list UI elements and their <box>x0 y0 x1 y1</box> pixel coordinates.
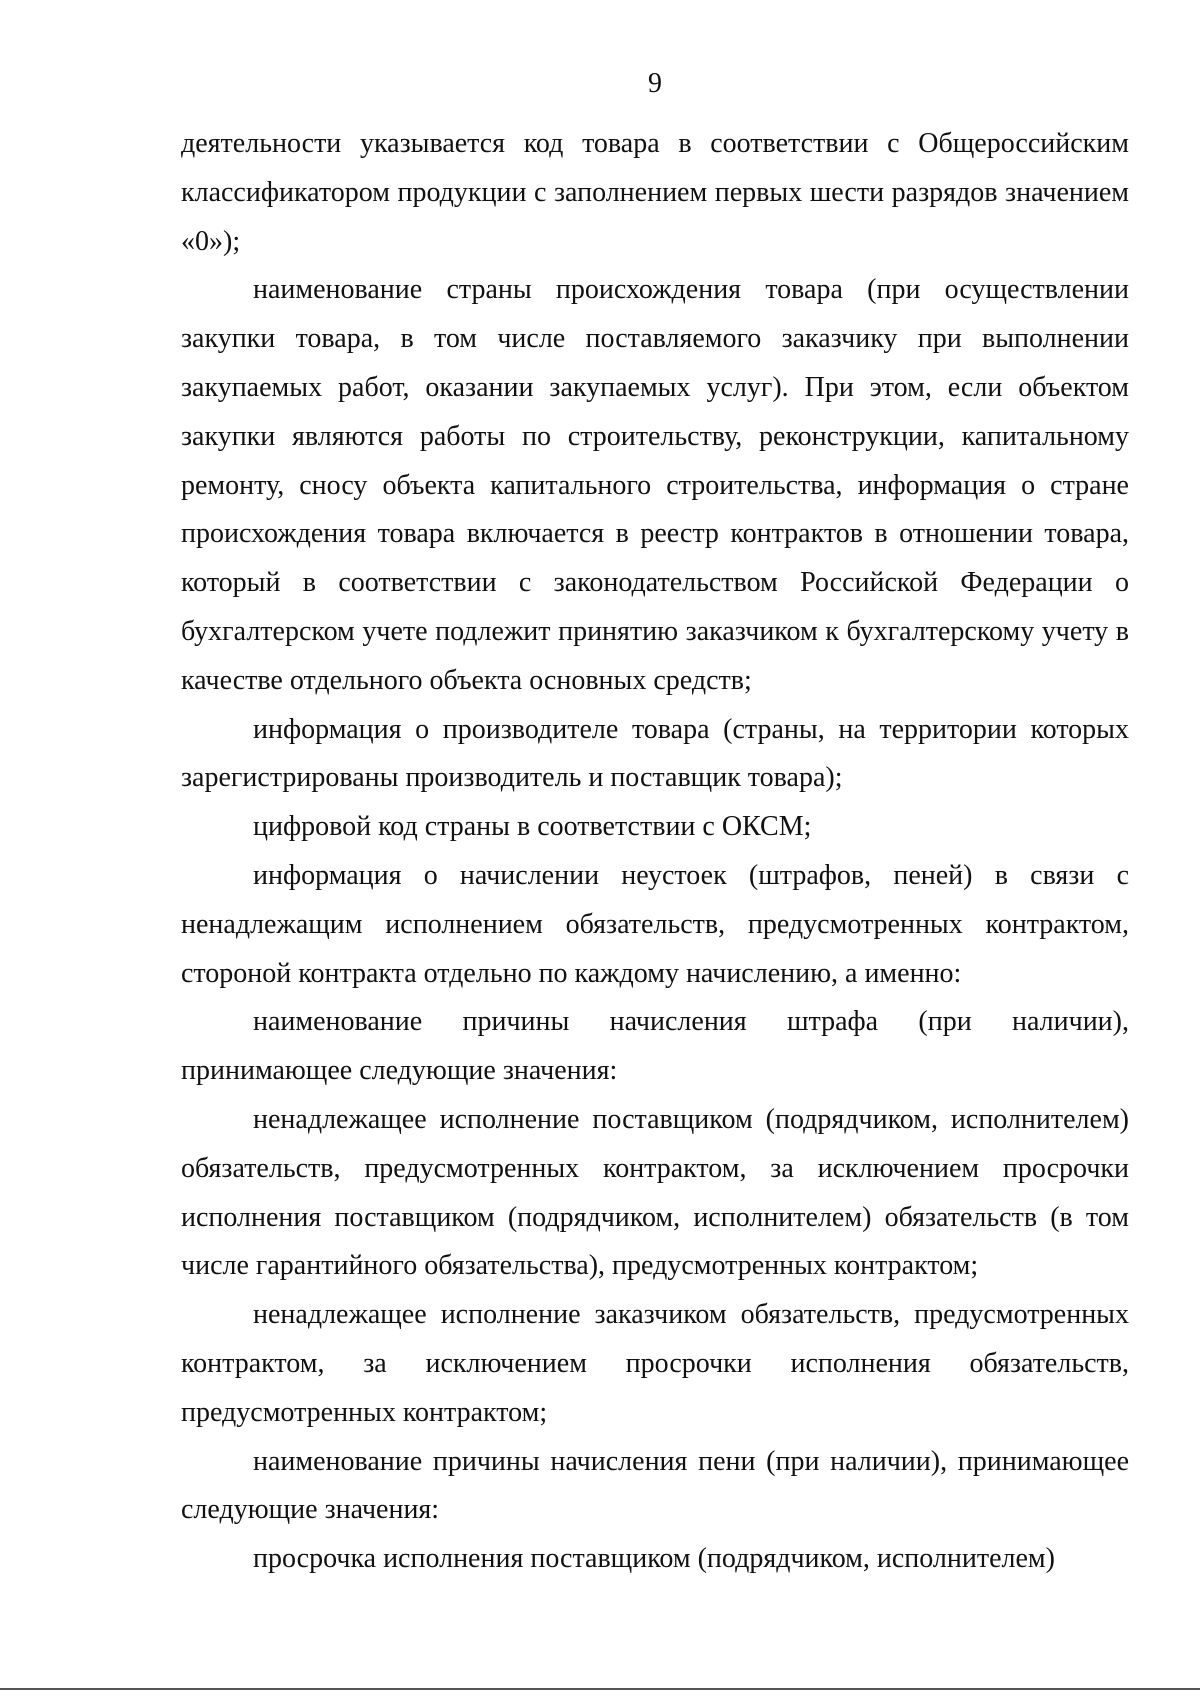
paragraph-10: просрочка исполнения поставщиком (подрядчиком, исполнителем) <box>253 1543 1055 1575</box>
paragraph-4: цифровой код страны в соответствии с ОКСМ; <box>253 811 812 843</box>
paragraph-3: информация о производителе товара (страны, на территории которых зарегистрированы производитель и поставщик товара); <box>181 713 1129 794</box>
paragraph-2: наименование страны происхождения товара (при осуществлении закупки товара, в том числе поставляемого заказчику при выполнении закупаемых работ, оказании закупаемых услуг). При этом, если объектом закупки являются работы по строительству, реконструкции, капитальному ремонту, сносу объекта капитального строительства, информация о стране происхождения товара включается в реестр контрактов в отношении товара, который в соответствии с законодательством Российской Федерации о бухгалтерском учете подлежит принятию заказчиком к бухгалтерскому учету в качестве отдельного объекта основных средств; <box>181 274 1129 696</box>
paragraph-7: ненадлежащее исполнение поставщиком (подрядчиком, исполнителем) обязательств, предусмотренных контрактом, за исключением просрочки исполнения поставщиком (подрядчиком, исполнителем) обязательств (в том числе гарантийного обязательства), предусмотренных контрактом; <box>181 1103 1129 1282</box>
paragraph-9: наименование причины начисления пени (при наличии), принимающее следующие значения: <box>181 1445 1129 1526</box>
paragraph-8: ненадлежащее исполнение заказчиком обязательств, предусмотренных контрактом, за исключением просрочки исполнения обязательств, предусмотренных контрактом; <box>181 1299 1129 1428</box>
paragraph-1: деятельности указывается код товара в соответствии с Общероссийским классификатором продукции с заполнением первых шести разрядов значением «0»); <box>181 128 1129 257</box>
paragraph-6: наименование причины начисления штрафа (при наличии), принимающее следующие значения: <box>181 1006 1129 1087</box>
scan-edge-line <box>0 1688 1200 1690</box>
page-number: 9 <box>648 68 662 99</box>
document-body <box>181 120 1129 1584</box>
paragraph-5: информация о начислении неустоек (штрафов, пеней) в связи с ненадлежащим исполнением обязательств, предусмотренных контрактом, стороной контракта отдельно по каждому начислению, а именно: <box>181 859 1129 989</box>
